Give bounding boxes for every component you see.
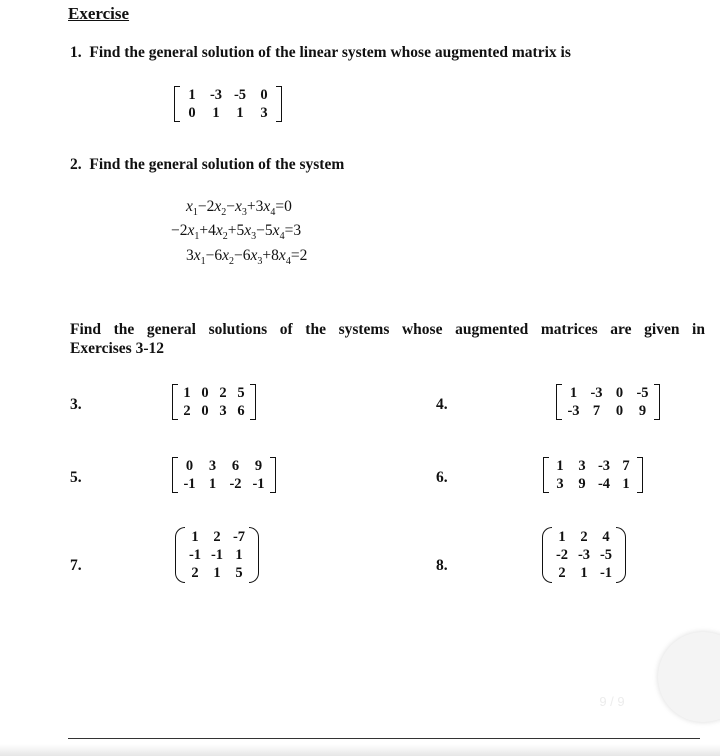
- matrix-entry: 2: [580, 529, 588, 545]
- matrix-entry: 1: [622, 476, 630, 492]
- exercise-number: 7.: [70, 557, 82, 574]
- matrix-entry: -4: [597, 476, 611, 492]
- matrix-entry: 1: [213, 565, 221, 581]
- matrix-entry: -3: [577, 547, 591, 563]
- exercise-number: 8.: [436, 557, 448, 574]
- term: $5x_3$: [236, 222, 257, 243]
- matrix-entry: -3: [597, 458, 611, 474]
- term: $6x_2$: [214, 247, 235, 268]
- exercise-matrix: [551, 528, 617, 582]
- matrix-entry: 2: [219, 385, 227, 401]
- matrix-entry: 3: [260, 105, 268, 121]
- left-bracket: [172, 457, 178, 493]
- matrix-entry: -5: [233, 87, 247, 103]
- operator: −: [256, 222, 265, 239]
- question-text: Find the general solution of the system: [89, 156, 345, 173]
- matrix-entry: 3: [219, 403, 227, 419]
- matrix-entry: 7: [622, 458, 630, 474]
- matrix-entry: -1: [183, 476, 196, 492]
- matrix-entry: 0: [185, 458, 194, 474]
- matrix-entry: -3: [209, 87, 223, 103]
- matrix-entry: 2: [183, 403, 191, 419]
- left-bracket: [172, 384, 178, 420]
- equation-3: [186, 247, 307, 267]
- exercise-matrix: [562, 384, 654, 420]
- term: $3x_1$: [186, 247, 206, 268]
- right-bracket: [654, 384, 660, 420]
- equation-1: [186, 198, 292, 218]
- matrix-entry: 1: [188, 87, 196, 103]
- matrix-entry: 1: [208, 476, 217, 492]
- right-bracket: [250, 384, 256, 420]
- matrix-entry: 9: [578, 476, 586, 492]
- matrix-entry: 4: [602, 529, 610, 545]
- matrix-entry: 0: [201, 385, 209, 401]
- operator: =: [284, 222, 294, 239]
- matrix-entry: -1: [252, 476, 265, 492]
- matrix-entry: 9: [254, 458, 263, 474]
- matrix-entry: -5: [599, 547, 613, 563]
- matrix-entry: 6: [237, 403, 245, 419]
- matrix-entry: 1: [558, 529, 566, 545]
- term: $x_1$: [186, 198, 198, 219]
- left-parenthesis: [542, 527, 552, 583]
- operator: −: [197, 198, 207, 215]
- matrix-entry: 3: [578, 458, 586, 474]
- matrix-entry: 9: [638, 403, 647, 419]
- bottom-shadow: [0, 744, 720, 756]
- page-title: Exercise: [68, 4, 130, 23]
- question-1: [70, 44, 571, 62]
- term: $6x_3$: [242, 247, 263, 268]
- matrix-entry: 1: [569, 385, 578, 401]
- exercise-number: 4.: [436, 396, 448, 413]
- exercise-matrix: [184, 528, 250, 582]
- term: $x_3$: [235, 198, 247, 219]
- term: $8x_4$: [271, 247, 291, 268]
- matrix-entry: 2: [213, 529, 221, 545]
- exercise-number: 6.: [436, 469, 448, 486]
- matrix-grid: [551, 528, 617, 582]
- matrix-entry: 1: [236, 105, 244, 121]
- matrix-entry: 1: [580, 565, 588, 581]
- matrix-grid: [184, 528, 250, 582]
- question-number: 2.: [70, 156, 82, 173]
- matrix-entry: 6: [231, 458, 240, 474]
- matrix-entry: -1: [599, 565, 613, 581]
- matrix-entry: 0: [260, 87, 268, 103]
- matrix-entry: 0: [615, 403, 624, 419]
- matrix-entry: 7: [592, 403, 601, 419]
- matrix-entry: 3: [556, 476, 564, 492]
- matrix-entry: -2: [229, 476, 242, 492]
- matrix-entry: 0: [201, 403, 209, 419]
- matrix-grid: [180, 86, 276, 122]
- operator: +: [227, 222, 237, 239]
- exercise-matrix: [178, 384, 250, 420]
- matrix-entry: 1: [191, 529, 199, 545]
- operator: =: [275, 198, 285, 215]
- matrix-entry: -2: [555, 547, 569, 563]
- matrix-entry: 0: [188, 105, 196, 121]
- matrix-entry: -3: [590, 385, 603, 401]
- matrix-grid: [178, 384, 250, 420]
- matrix-entry: -3: [567, 403, 580, 419]
- operator: =: [290, 247, 300, 264]
- right-bracket: [270, 457, 276, 493]
- operator: −: [234, 247, 243, 264]
- right-bracket: [637, 457, 643, 493]
- matrix-grid: [178, 457, 270, 493]
- term: $4x_2$: [208, 222, 228, 243]
- right-parenthesis: [249, 527, 259, 583]
- divider: [68, 738, 700, 739]
- instructions: [70, 320, 705, 358]
- left-bracket: [174, 86, 180, 122]
- matrix-entry: 5: [237, 385, 245, 401]
- operator: +: [262, 247, 272, 264]
- question-number: 1.: [70, 44, 82, 61]
- augmented-matrix-q1: [180, 86, 276, 122]
- matrix-entry: 1: [235, 547, 243, 563]
- operator: −: [205, 247, 215, 264]
- matrix-entry: 1: [183, 385, 191, 401]
- matrix-entry: 2: [191, 565, 199, 581]
- left-bracket: [556, 384, 562, 420]
- operator: +: [246, 198, 256, 215]
- exercise-number: 3.: [70, 396, 82, 413]
- term: $3x_4$: [255, 198, 276, 219]
- constant: 2: [299, 247, 308, 264]
- question-2: [70, 156, 344, 174]
- matrix-entry: 5: [235, 565, 243, 581]
- matrix-entry: 0: [615, 385, 624, 401]
- term: $5x_4$: [264, 222, 285, 243]
- instructions-line-1: Find the general solutions of the systems whose augmented matrices are given in: [70, 321, 705, 338]
- matrix-grid: [549, 457, 637, 493]
- matrix-entry: 1: [212, 105, 220, 121]
- matrix-entry: -5: [636, 385, 649, 401]
- floating-action-button[interactable]: [658, 632, 720, 722]
- matrix-entry: 1: [556, 458, 564, 474]
- matrix-entry: -7: [232, 529, 246, 545]
- operator: −: [226, 198, 236, 215]
- matrix-entry: 3: [208, 458, 217, 474]
- right-parenthesis: [616, 527, 626, 583]
- question-text: Find the general solution of the linear system whose augmented matrix is: [89, 44, 571, 61]
- operator: +: [199, 222, 209, 239]
- right-bracket: [276, 86, 282, 122]
- exercise-matrix: [178, 457, 270, 493]
- matrix-entry: -1: [210, 547, 224, 563]
- exercise-number: 5.: [70, 469, 82, 486]
- term: $2x_2$: [206, 198, 227, 219]
- instructions-line-2: Exercises 3-12: [70, 340, 164, 357]
- equation-2: [171, 222, 301, 242]
- page-indicator: 9 / 9: [599, 694, 625, 709]
- exercise-matrix: [549, 457, 637, 493]
- constant: 0: [284, 198, 292, 215]
- left-parenthesis: [175, 527, 185, 583]
- matrix-entry: -1: [188, 547, 202, 563]
- constant: 3: [293, 222, 302, 239]
- term: $-2x_1$: [171, 222, 200, 243]
- left-bracket: [543, 457, 549, 493]
- matrix-grid: [562, 384, 654, 420]
- matrix-entry: 2: [558, 565, 566, 581]
